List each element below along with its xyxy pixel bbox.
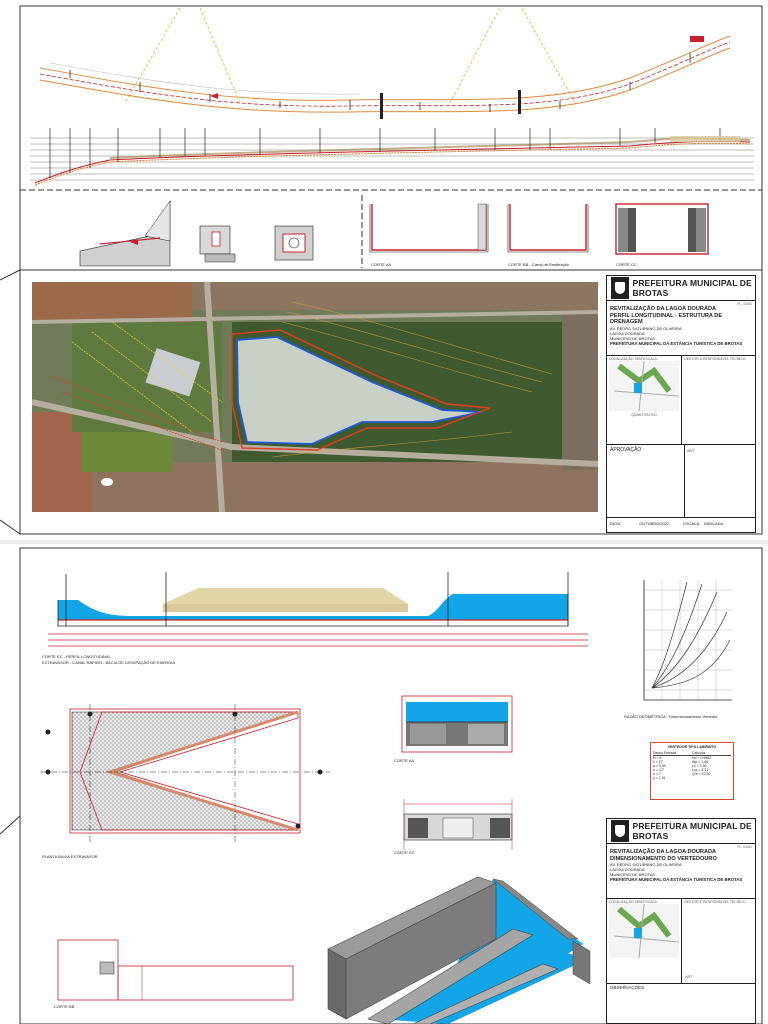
- project-owner-2: PREFEITURA MUNICIPAL DA ESTÂNCIA TURÍSTICA DE BROTAS: [610, 877, 743, 882]
- calc-row: [653, 776, 731, 780]
- location-manager-row: [607, 356, 755, 445]
- date-scale-row: [607, 518, 755, 528]
- calc-cell: [692, 776, 731, 780]
- project-info: [607, 301, 755, 356]
- caption-corte-bb: CORTE BB - Canal de Restituição: [508, 262, 569, 267]
- project-place: LAGOA DOURADA: [610, 330, 645, 336]
- longitudinal-profile: [30, 128, 754, 188]
- calc-cell: Lcc = 3,31: [692, 768, 709, 772]
- geometric-ratio-chart: [622, 570, 738, 710]
- location-manager-row-2: [607, 899, 755, 984]
- project-title: REVITALIZAÇÃO DA LAGOA DOURADA: [610, 306, 717, 312]
- channel-sections: [368, 200, 758, 262]
- approval-label: APROVAÇÃO: [610, 447, 642, 453]
- date-value: OUTUBRO/2022: [639, 520, 670, 526]
- brotas-seal-icon: [611, 277, 629, 299]
- project-municipality: MUNICÍPIO DE BROTAS: [610, 335, 656, 341]
- title-block-header: [607, 276, 755, 301]
- sheet-number: FL. 01/01: [737, 302, 752, 306]
- approval-area: [607, 445, 755, 518]
- calc-cell: N = 6: [653, 756, 662, 760]
- caption-chart: RAZÃO GEOMÉTRICA - Dimensionamento Vertedor: [624, 714, 718, 719]
- corte-cc-section: [398, 794, 518, 850]
- labyrinth-plan-view: [40, 704, 330, 844]
- sheet-number-2: FL. 01/01: [737, 845, 752, 849]
- caption-profile: CORTE EC - PERFIL LONGITUDINAL: [42, 654, 111, 659]
- quantitative-label: QUANTITATIVO: [631, 413, 657, 417]
- calc-cell: Wp = 1,46: [692, 760, 709, 764]
- caption-corte-aa-2: CORTE AA: [394, 758, 415, 763]
- location-map-2: [609, 904, 679, 958]
- detail-drawings: [70, 196, 360, 268]
- calc-cell: p = 1,01: [653, 776, 666, 780]
- corte-bb-section: [50, 936, 300, 1008]
- labyrinth-calc-table: [650, 742, 734, 800]
- brotas-seal-icon: [611, 820, 629, 842]
- caption-planta: PLANTA BAIXA EXTRAVASOR: [42, 854, 98, 859]
- scale-value: INDICADA: [704, 520, 724, 526]
- observations-label: OBSERVAÇÕES: [610, 985, 645, 990]
- spillway-profile: [38, 564, 598, 656]
- project-subtitle: PERFIL LONGITUDINAL - ESTRUTURA DE DRENAGEM: [610, 312, 723, 325]
- calc-cell: Hd = 0,9962: [692, 756, 712, 760]
- project-title-2: REVITALIZAÇÃO DA LAGOA DOURADA: [610, 849, 717, 855]
- manager-label-2: GESTOR E RESPONSÁVEL TÉCNICO: [684, 900, 746, 904]
- location-label: LOCALIZAÇÃO SEM ESCALA: [609, 357, 657, 361]
- project-address: AV. PEDRO SATURNINO DE OLIVEIRA: [610, 325, 682, 331]
- prefeitura-name-2: PREFEITURA MUNICIPAL DE BROTAS: [632, 821, 752, 841]
- calc-cell: L = 27: [653, 760, 663, 764]
- observations: [607, 984, 755, 991]
- calc-col-results: Cálculos: [692, 751, 706, 755]
- caption-corte-cc-2: CORTE CC: [394, 850, 415, 855]
- drawing-sheet-2: [0, 544, 768, 1024]
- title-block-header-2: [607, 819, 755, 844]
- calc-cell: α = 12°: [653, 768, 665, 772]
- calc-cell: a = 0,30: [653, 764, 666, 768]
- aerial-photo-drawing: [32, 282, 598, 512]
- calc-col-input: Dados Entrada: [653, 751, 677, 755]
- calc-cell: Q/n = 10,30: [692, 772, 711, 776]
- scale-label: ESCALA:: [683, 520, 701, 526]
- location-map: [609, 361, 679, 411]
- calc-cell: Lc = 3,30: [692, 764, 707, 768]
- project-address-2: AV. PEDRO SATURNINO DE OLIVEIRA: [610, 862, 682, 867]
- prefeitura-name: PREFEITURA MUNICIPAL DE BROTAS: [632, 278, 752, 298]
- caption-corte-aa: CORTE AA: [371, 262, 392, 267]
- title-block-sheet-1: [606, 275, 756, 533]
- caption-corte-bb-2: CORTE BB: [54, 1004, 75, 1009]
- drainage-plan-view: [30, 8, 760, 128]
- date-label: DATA:: [610, 520, 622, 526]
- project-subtitle-2: DIMENSIONAMENTO DO VERTEDOURO: [610, 855, 717, 862]
- project-municipality-2: MUNICÍPIO DE BROTAS: [610, 872, 656, 877]
- spillway-3d-render: [318, 869, 598, 1024]
- caption-corte-cc: CORTE CC: [616, 262, 637, 267]
- art-label-2: ART: [685, 975, 693, 979]
- calc-table-title: VERTEDOR TIPO LABIRINTO: [667, 745, 717, 749]
- location-label-2: LOCALIZAÇÃO SEM ESCALA: [609, 900, 657, 904]
- manager-label: GESTOR E RESPONSÁVEL TÉCNICO: [684, 357, 746, 361]
- title-block-sheet-2: [606, 818, 756, 1024]
- corte-aa-section: [398, 692, 518, 758]
- project-info-2: [607, 844, 755, 899]
- calc-cell: n = 7: [653, 772, 661, 776]
- art-label: ART: [687, 449, 695, 453]
- project-owner: PREFEITURA MUNICIPAL DA ESTÂNCIA TURÍSTICA DE BROTAS: [610, 340, 743, 346]
- project-place-2: LAGOA DOURADA: [610, 867, 645, 872]
- aerial-photo: [32, 282, 598, 512]
- caption-profile-sub: EXTRAVASOR - CANAL RÁPIDO - BACIA DE DISSIPAÇÃO DE ENERGIA: [42, 660, 175, 665]
